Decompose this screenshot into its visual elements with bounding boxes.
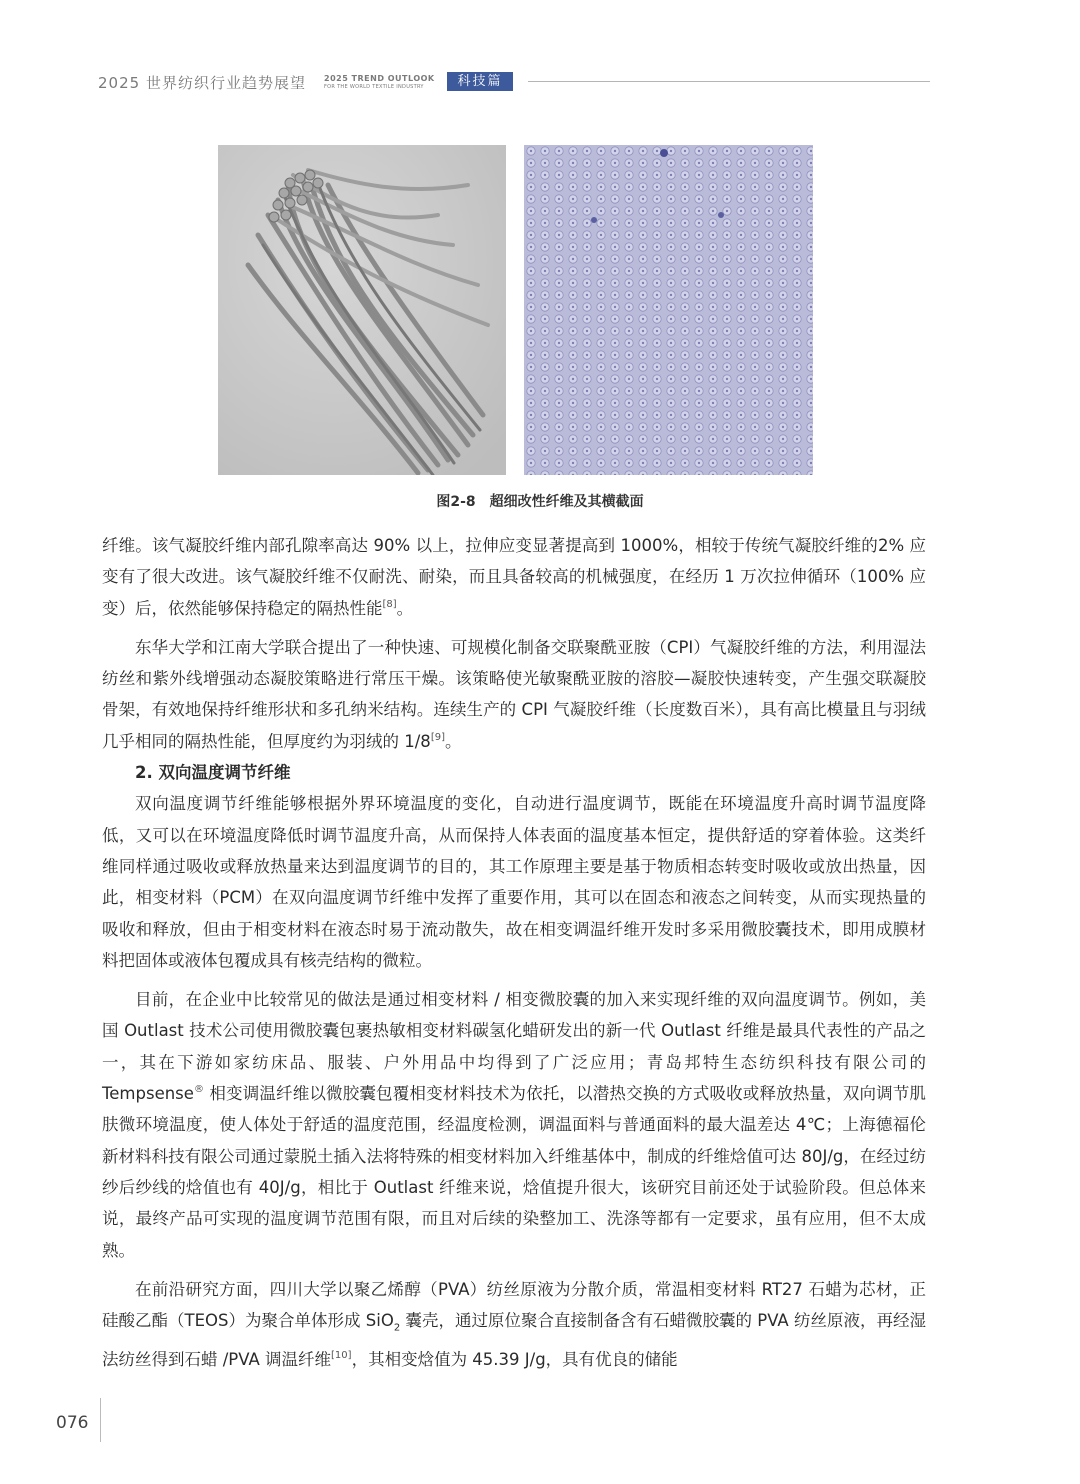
registered-mark: ®: [193, 1084, 204, 1096]
fiber-cross-section-image: [524, 145, 813, 475]
citation: [9]: [430, 731, 445, 743]
figure-2-8: [218, 145, 813, 475]
page-number: 076: [56, 1413, 89, 1433]
section-badge: 科技篇: [447, 72, 513, 91]
paragraph: 目前，在企业中比较常见的做法是通过相变材料 / 相变微胶囊的加入来实现纤维的双向温度调节。例如，美国 Outlast 技术公司使用微胶囊包裹热敏相变材料碳氢化蜡研发出的新一代 Outlast 纤维是最具代表性的产品之一，其在下游如家纺床品、服装、户外用品中均得到了广泛应用；青岛邦特生态纺织科技有限公司的 Tempsense® 相变调温纤维以微胶囊包覆相变材料技术为依托，以潜热交换的方式吸收或释放热量，双向调节肌肤微环境温度，使人体处于舒适的温度范围，经温度检测，调温面料与普通面料的最大温差达 4℃；上海德福伦新材料科技有限公司通过蒙脱土插入法将特殊的相变材料加入纤维基体中，制成的纤维焓值可达 80J/g，在经过纺纱后纱线的焓值也有 40J/g，相比于 Outlast 纤维来说，焓值提升很大，该研究目前还处于试验阶段。但总体来说，最终产品可实现的温度调节范围有限，而且对后续的染整加工、洗涤等都有一定要求，虽有应用，但不太成熟。: [102, 990, 926, 1260]
publication-english-title: [324, 74, 435, 92]
english-title-line2: FOR THE WORLD TEXTILE INDUSTRY: [324, 84, 424, 90]
citation: [8]: [382, 598, 397, 610]
paragraph: 纤维。该气凝胶纤维内部孔隙率高达 90% 以上，拉伸应变显著提高到 1000%，相较于传统气凝胶纤维的2% 应变有了很大改进。该气凝胶纤维不仅耐洗、耐染，而且具备较高的机械强度，在经历 1 万次拉伸循环（100% 应变）后，依然能够保持稳定的隔热性能[8]。: [102, 536, 926, 618]
paragraph: 双向温度调节纤维能够根据外界环境温度的变化，自动进行温度调节，既能在环境温度升高时调节温度降低，又可以在环境温度降低时调节温度升高，从而保持人体表面的温度基本恒定，提供舒适的穿着体验。这类纤维同样通过吸收或释放热量来达到温度调节的目的，其工作原理主要是基于物质相态转变时吸收或放出热量，因此，相变材料（PCM）在双向温度调节纤维中发挥了重要作用，其可以在固态和液态之间转变，从而实现热量的吸收和释放，但由于相变材料在液态时易于流动散失，故在相变调温纤维开发时多采用微胶囊技术，即用成膜材料把固体或液体包覆成具有核壳结构的微粒。: [102, 794, 926, 970]
section-heading: 2. 双向温度调节纤维: [135, 763, 291, 783]
article-body: [102, 530, 926, 1375]
paragraph: 东华大学和江南大学联合提出了一种快速、可规模化制备交联聚酰亚胺（CPI）气凝胶纤维的方法，利用湿法纺丝和紫外线增强动态凝胶策略进行常压干燥。该策略使光敏聚酰亚胺的溶胶—凝胶快速转变，产生强交联凝胶骨架，有效地保持纤维形状和多孔纳米结构。连续生产的 CPI 气凝胶纤维（长度数百米），具有高比模量且与羽绒几乎相同的隔热性能，但厚度约为羽绒的 1/8[9]。: [102, 637, 926, 751]
page-number-divider: [100, 1398, 101, 1442]
fiber-bundle-image: [218, 145, 506, 475]
publication-title: 2025 世界纺织行业趋势展望: [98, 74, 306, 92]
subscript: 2: [393, 1322, 401, 1334]
english-title-line1: 2025 TREND OUTLOOK: [324, 74, 435, 83]
header-divider: [528, 81, 930, 82]
page-header: [98, 66, 930, 106]
paragraph: 在前沿研究方面，四川大学以聚乙烯醇（PVA）纺丝原液为分散介质，常温相变材料 RT27 石蜡为芯材，正硅酸乙酯（TEOS）为聚合单体形成 SiO$_2$ 囊壳，通过原位聚合直接制备含有石蜡微胶囊的 PVA 纺丝原液，再经湿法纺丝得到石蜡 /PVA 调温纤维[10]，其相变焓值为 45.39 J/g，具有优良的储能: [102, 1279, 926, 1369]
figure-caption: 图2-8 超细改性纤维及其横截面: [436, 494, 644, 510]
citation: [10]: [331, 1349, 352, 1361]
